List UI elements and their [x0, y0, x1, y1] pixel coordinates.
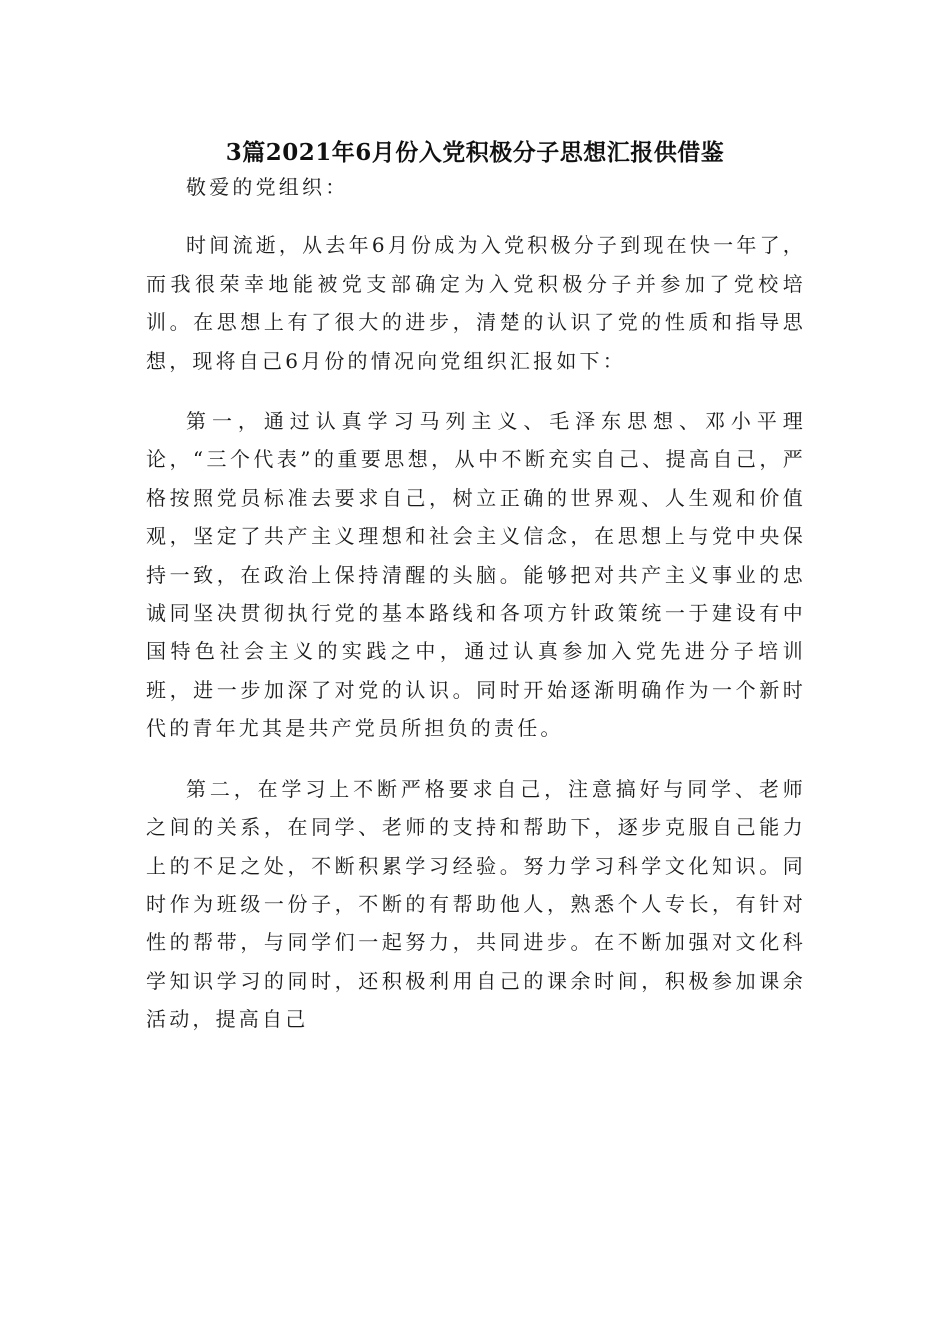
- salutation: 敬爱的党组织：: [186, 175, 349, 199]
- document-title: 3篇2021年6月份入党积极分子思想汇报供借鉴: [225, 139, 725, 166]
- document-body: [146, 168, 806, 1039]
- paragraph-1: 时间流逝，从去年6月份成为入党积极分子到现在快一年了，而我很荣幸地能被党支部确定为入党积极分子并参加了党校培训。在思想上有了很大的进步，清楚的认识了党的性质和指导思想，现将自己6月份的情况向党组织汇报如下：: [146, 233, 806, 373]
- paragraph-2: 第一，通过认真学习马列主义、毛泽东思想、邓小平理论，“三个代表”的重要思想，从中不断充实自己、提高自己，严格按照党员标准去要求自己，树立正确的世界观、人生观和价值观，坚定了共产主义理想和社会主义信念，在思想上与党中央保持一致，在政治上保持清醒的头脑。能够把对共产主义事业的忠诚同坚决贯彻执行党的基本路线和各项方针政策统一于建设有中国特色社会主义的实践之中，通过认真参加入党先进分子培训班，进一步加深了对党的认识。同时开始逐渐明确作为一个新时代的青年尤其是共产党员所担负的责任。: [146, 409, 806, 741]
- paragraph-3: 第二，在学习上不断严格要求自己，注意搞好与同学、老师之间的关系，在同学、老师的支持和帮助下，逐步克服自己能力上的不足之处，不断积累学习经验。努力学习科学文化知识。同时作为班级一份子，不断的有帮助他人，熟悉个人专长，有针对性的帮带，与同学们一起努力，共同进步。在不断加强对文化科学知识学习的同时，还积极利用自己的课余时间，积极参加课余活动，提高自己: [146, 776, 806, 1032]
